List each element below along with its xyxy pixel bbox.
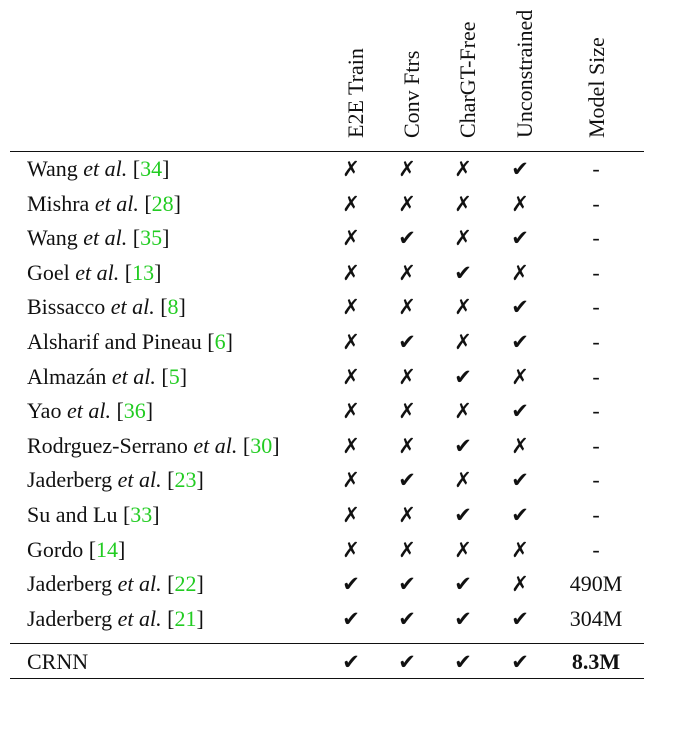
method-cell: Rodrguez-Serrano et al. [30] [27,432,280,458]
mark-unconstrained: ✗ [511,191,529,216]
mark-unconstrained: ✔ [511,399,529,424]
mark-e2e-train: ✗ [342,364,360,389]
et-al: et al. [110,294,155,320]
method-cell: Wang et al. [35] [27,225,170,251]
mark-conv-ftrs: ✔ [398,650,416,674]
mark-conv-ftrs: ✗ [398,502,416,527]
citation-link[interactable]: 6 [214,328,226,354]
mark-chargt-free: ✗ [454,468,472,493]
method-name: Yao [27,398,62,424]
method-cell: Wang et al. [34] [27,156,170,181]
mark-chargt-free: ✗ [454,191,472,216]
header-unconstrained: Unconstrained [512,9,537,138]
model-size: - [592,225,600,251]
method-cell: Bissacco et al. [8] [27,294,186,320]
et-al: et al. [117,605,162,631]
model-size: - [592,156,600,181]
mark-e2e-train: ✔ [342,572,360,597]
citation-link[interactable]: 23 [174,467,197,493]
mark-e2e-train: ✗ [342,502,360,527]
method-name: Bissacco [27,294,106,320]
header-e2e-train: E2E Train [343,48,368,138]
mark-conv-ftrs: ✔ [398,572,416,597]
table-row [0,602,676,637]
table-row [0,567,676,602]
model-size: - [592,536,600,562]
table-header [0,0,676,150]
bottom-rule [10,678,644,679]
table-row [0,429,676,464]
et-al: et al. [83,225,128,251]
mark-chargt-free: ✗ [454,295,472,320]
mark-conv-ftrs: ✔ [398,468,416,493]
table-row [0,463,676,498]
model-size: 490M [569,571,623,597]
mark-unconstrained: ✗ [511,433,529,458]
header-chargt-free: CharGT-Free [455,21,480,138]
model-size: 304M [569,605,623,631]
model-size: - [592,190,600,216]
et-al: et al. [117,467,162,493]
mark-unconstrained: ✔ [511,650,529,674]
method-cell: Mishra et al. [28] [27,190,181,216]
mark-conv-ftrs: ✔ [398,226,416,251]
model-size: - [592,467,600,493]
mid-rule [10,643,644,644]
mark-e2e-train: ✗ [342,468,360,493]
mark-unconstrained: ✔ [511,329,529,354]
mark-e2e-train: ✗ [342,399,360,424]
method-name: Jaderberg [27,467,113,493]
mark-conv-ftrs: ✗ [398,537,416,562]
method-name: Jaderberg [27,571,113,597]
mark-chargt-free: ✔ [454,502,472,527]
mark-e2e-train: ✗ [342,191,360,216]
method-cell: Goel et al. [13] [27,259,162,285]
table-row [0,221,676,256]
mark-conv-ftrs: ✗ [398,191,416,216]
model-size: - [592,501,600,527]
et-al: et al. [193,432,238,458]
model-size: - [592,259,600,285]
model-size: - [592,398,600,424]
method-name: Goel [27,259,70,285]
model-size: - [592,294,600,320]
mark-e2e-train: ✗ [342,329,360,354]
mark-unconstrained: ✔ [511,606,529,631]
mark-conv-ftrs: ✗ [398,260,416,285]
mark-unconstrained: ✗ [511,364,529,389]
mark-unconstrained: ✔ [511,226,529,251]
crnn-row [0,645,676,679]
table-row [0,360,676,395]
model-size: - [592,363,600,389]
table-body [0,152,676,636]
method-cell: Jaderberg et al. [21] [27,605,204,631]
method-name: Rodrguez-Serrano [27,432,188,458]
table-row [0,152,676,187]
mark-e2e-train: ✗ [342,433,360,458]
mark-conv-ftrs: ✔ [398,606,416,631]
mark-unconstrained: ✔ [511,157,529,181]
method-cell: Jaderberg et al. [22] [27,571,204,597]
table-row [0,187,676,222]
mark-chargt-free: ✗ [454,329,472,354]
citation-link[interactable]: 5 [168,363,180,389]
table-row [0,394,676,429]
method-cell: Alsharif and Pineau [6] [27,328,233,354]
method-name: Gordo [27,536,84,562]
table-row [0,325,676,360]
mark-e2e-train: ✔ [342,650,360,674]
header-conv-ftrs: Conv Ftrs [399,50,424,138]
method-name: CRNN [27,649,89,674]
method-name: Wang [27,156,78,181]
citation-link[interactable]: 30 [250,432,273,458]
method-name: Su and Lu [27,501,118,527]
mark-conv-ftrs: ✗ [398,157,416,181]
method-cell: Gordo [14] [27,536,126,562]
mark-chargt-free: ✔ [454,433,472,458]
citation-link[interactable]: 28 [151,190,174,216]
table-row [0,498,676,533]
mark-e2e-train: ✗ [342,157,360,181]
method-name: Almazán [27,363,107,389]
citation-link[interactable]: 35 [140,225,163,251]
method-name: Wang [27,225,78,251]
citation-link[interactable]: 34 [140,156,163,181]
method-cell: Yao et al. [36] [27,398,154,424]
mark-chargt-free: ✗ [454,157,472,181]
et-al: et al. [83,156,128,181]
citation-link[interactable]: 21 [174,605,197,631]
mark-unconstrained: ✔ [511,502,529,527]
method-cell: Almazán et al. [5] [27,363,188,389]
mark-unconstrained: ✗ [511,572,529,597]
model-size: - [592,328,600,354]
table-row [0,290,676,325]
method-name: Alsharif and Pineau [27,328,202,354]
model-size: 8.3M [571,649,621,674]
citation-link[interactable]: 22 [174,571,197,597]
et-al: et al. [66,398,111,424]
citation-link[interactable]: 14 [96,536,119,562]
mark-conv-ftrs: ✗ [398,433,416,458]
mark-e2e-train: ✗ [342,537,360,562]
mark-unconstrained: ✗ [511,537,529,562]
mark-chargt-free: ✗ [454,226,472,251]
et-al: et al. [94,190,139,216]
mark-e2e-train: ✗ [342,295,360,320]
method-name: Jaderberg [27,605,113,631]
mark-chargt-free: ✗ [454,399,472,424]
method-cell: Jaderberg et al. [23] [27,467,204,493]
mark-chargt-free: ✔ [454,606,472,631]
table-row [0,533,676,568]
method-name: Mishra [27,190,90,216]
mark-chargt-free: ✔ [454,364,472,389]
mark-conv-ftrs: ✗ [398,364,416,389]
mark-conv-ftrs: ✗ [398,295,416,320]
mark-conv-ftrs: ✗ [398,399,416,424]
citation-link[interactable]: 36 [123,398,146,424]
et-al: et al. [75,259,120,285]
et-al: et al. [117,571,162,597]
mark-chargt-free: ✗ [454,537,472,562]
model-size: - [592,432,600,458]
mark-chargt-free: ✔ [454,572,472,597]
citation-link[interactable]: 13 [132,259,155,285]
mark-unconstrained: ✔ [511,295,529,320]
method-cell: Su and Lu [33] [27,501,160,527]
mark-unconstrained: ✗ [511,260,529,285]
mark-e2e-train: ✗ [342,260,360,285]
citation-link[interactable]: 33 [130,501,153,527]
mark-chargt-free: ✔ [454,650,472,674]
mark-unconstrained: ✔ [511,468,529,493]
table-row [0,256,676,291]
et-al: et al. [111,363,156,389]
mark-e2e-train: ✗ [342,226,360,251]
mark-e2e-train: ✔ [342,606,360,631]
mark-chargt-free: ✔ [454,260,472,285]
header-model-size: Model Size [584,37,609,138]
mark-conv-ftrs: ✔ [398,329,416,354]
citation-link[interactable]: 8 [167,294,179,320]
